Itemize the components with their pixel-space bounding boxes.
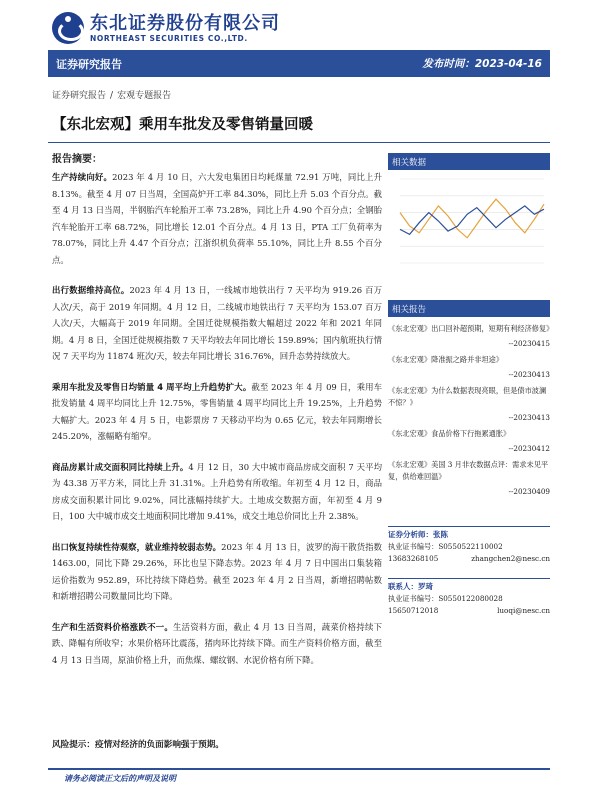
- company-name-cn: 东北证券股份有限公司: [90, 12, 280, 34]
- paragraph-lead: 出口恢复持续性待观察，就业维持较弱态势。: [52, 541, 222, 552]
- breadcrumb-item[interactable]: 证券研究报告: [52, 91, 107, 101]
- analyst-email[interactable]: zhangchen2@nesc.cn: [471, 554, 550, 563]
- analyst-card: [388, 526, 550, 565]
- report-title[interactable]: 《东北宏观》降准振之路并非坦途》: [388, 355, 504, 364]
- report-entry[interactable]: [388, 459, 550, 496]
- report-title[interactable]: 《东北宏观》食品价格下行拖累通胀》: [388, 429, 511, 438]
- analyst-phone: 13683268105: [388, 554, 439, 563]
- related-data-heading: 相关数据: [388, 153, 550, 170]
- analyst-name: 证券分析师：张陈: [388, 526, 550, 541]
- report-entry[interactable]: [388, 323, 554, 348]
- report-date: --20230412: [508, 444, 550, 453]
- paragraph-text: 截至 2023 年 4 月 09 日，乘用车批发销量 4 周平均同比上升 12.75%，零售销量 4 周平均同比上升 19.25%，上升趋势大幅扩大。2023 年 4 月 5 日，电影票房 7 天移动平均为 0.65 亿元，较去年同期增长 245.20%，涨幅略有缩窄。: [52, 381, 382, 441]
- contact-cert: 执业证书编号：S0550122080028: [388, 594, 503, 603]
- contact-card: [388, 578, 550, 617]
- company-name-en: NORTHEAST SECURITIES CO.,LTD.: [90, 33, 248, 43]
- paragraph: [52, 619, 382, 669]
- title-divider: [48, 142, 550, 143]
- report-entry[interactable]: [388, 385, 550, 422]
- report-entry[interactable]: [388, 354, 550, 379]
- publish-date: 发布时间：2023-04-16: [422, 58, 542, 70]
- report-type: 证券研究报告: [56, 57, 122, 71]
- series-line-1: [400, 199, 544, 238]
- paragraph-lead: 出行数据维持高位。: [52, 285, 130, 295]
- analyst-cert: 执业证书编号：S0550522110002: [388, 542, 503, 551]
- paragraph-lead: 生产和生活资料价格涨跌不一。: [52, 621, 174, 632]
- paragraph: [52, 379, 382, 445]
- report-date: --20230415: [508, 339, 550, 348]
- risk-warning: 风险提示：疫情对经济的负面影响强于预期。: [52, 740, 224, 750]
- paragraph-text: 2023 年 4 月 10 日，六大发电集团日均耗煤量 72.91 万吨，同比上升 8.13%。截至 4 月 07 日当周，全国高炉开工率 84.30%，同比上升 5.03 个百分点。截至 4 月 13 日当周，半钢胎汽车轮胎开工率 73.28%，同比上升 4.90 个百分点；全钢胎汽车轮胎开工率 68.72%，同比增长 12.01 个百分点。4 月 13 日，PTA 工厂负荷率为 78.07%，同比上升 4.47 个百分点；江浙织机负荷率 55.10%，同比上升 8.55 个百分点。: [52, 172, 382, 265]
- paragraph-text: 4 月 12 日，30 大中城市商品房成交面积 7 天平均为 43.38 万平方米，同比上升 31.31%。上升趋势有所收缩。年初至 4 月 12 日，商品房成交面积累计同比 9.02%，同比涨幅持续扩大。土地成交数据方面，年初至 4 月 9 日，100 大中城市成交土地面积同比增加 9.41%，成交土地总价同比上升 2.38%。: [52, 461, 382, 521]
- related-data-panel: [388, 153, 550, 170]
- breadcrumb: 证券研究报告 / 宏观专题报告: [52, 91, 172, 101]
- report-date: --20230413: [508, 370, 550, 379]
- paragraph: [52, 282, 382, 365]
- contact-email[interactable]: luoqi@nesc.cn: [497, 606, 550, 615]
- abstract-section: [52, 150, 382, 682]
- company-logo: [52, 8, 280, 48]
- related-reports-heading: 相关报告: [388, 300, 550, 317]
- paragraph-text: 生活资料方面，截止 4 月 13 日当周，蔬菜价格持续下跌、降幅有所收窄；水果价格环比震荡，猪肉环比持续下降。而生产资料价格方面，截至 4 月 13 日当周，原油价格上升，而焦煤、螺纹钢、水泥价格有所下降。: [52, 621, 383, 665]
- header-band: [48, 50, 550, 77]
- report-date: --20230413: [508, 413, 550, 422]
- page-title: 【东北宏观】乘用车批发及零售销量回暖: [52, 117, 313, 133]
- contact-phone: 15650712018: [388, 606, 439, 615]
- paragraph-text: 2023 年 4 月 13 日，一线城市地铁出行 7 天平均为 919.26 百万人次/天，高于 2019 年同期。4 月 12 日，二线城市地铁出行 7 天平均为 153.07 百万人次/天，大幅高于 2019 年同期。全国迁徙规模指数大幅超过 2022 年和 2021 年同期。4 月 8 日，全国迁徙规模指数 7 天平均较去年同比增长 159.89%；国内航班执行情况 7 天平均为 11874 班次/天，较去年同比增长 316.76%，回升态势持续放大。: [52, 285, 383, 361]
- paragraph: [52, 539, 382, 605]
- chart-svg: [388, 171, 550, 281]
- paragraph-lead: 生产持续向好。: [52, 172, 113, 182]
- contact-name: 联系人：罗琦: [388, 578, 550, 593]
- paragraph: [52, 169, 382, 268]
- footer-disclaimer[interactable]: 请务必阅读正文后的声明及说明: [64, 774, 176, 783]
- paragraph-text: 2023 年 4 月 13 日，波罗的海干散货指数 1463.00，同比下降 29.26%，环比也呈下降态势。2023 年 4 月 7 日中国出口集装箱运价指数为 952.89，环比持续下降趋势。截至 2023 年 4 月 2 日当周，新增招聘帖数和新增招聘公司数量同比均下降。: [52, 541, 383, 601]
- paragraph-lead: 乘用车批发及零售日均销量 4 周平均上升趋势扩大。: [52, 381, 252, 392]
- abstract-heading: 报告摘要：: [52, 154, 102, 165]
- report-entry[interactable]: [388, 428, 550, 453]
- paragraph: [52, 459, 382, 525]
- report-title[interactable]: 《东北宏观》出口回补超预期，短期有利经济修复》: [388, 324, 554, 333]
- report-date: --20230409: [508, 487, 550, 496]
- paragraph-lead: 商品房累计成交面积同比持续上升。: [52, 461, 189, 472]
- related-data-chart: [388, 171, 550, 281]
- breadcrumb-item[interactable]: 宏观专题报告: [117, 91, 172, 101]
- footer-divider: [48, 768, 550, 770]
- logo-icon: [52, 12, 84, 44]
- report-title[interactable]: 《东北宏观》美国 3 月非农数据点评：需求未见平复，供给难回温》: [388, 460, 549, 481]
- report-title[interactable]: 《东北宏观》为什么数据表现亮眼，但是债市波澜不惊？》: [388, 386, 547, 407]
- related-reports-panel: [388, 300, 554, 496]
